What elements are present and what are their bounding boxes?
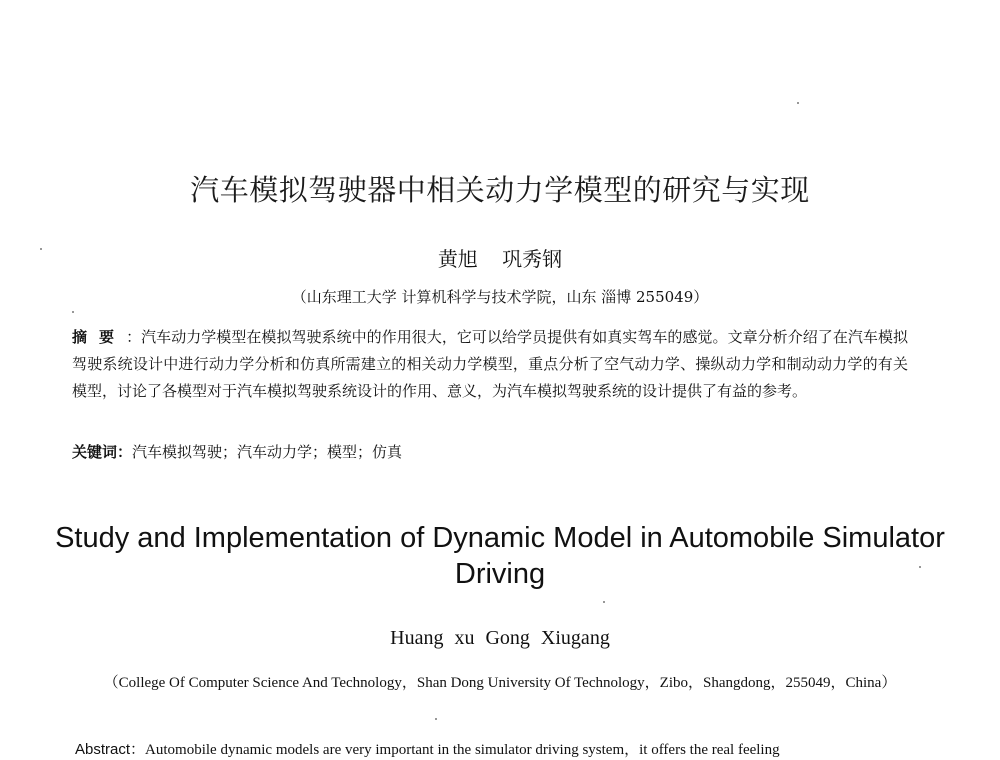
chinese-abstract-label: 摘要	[72, 328, 127, 346]
scan-speck	[72, 311, 74, 313]
scan-speck	[40, 248, 42, 250]
scan-speck	[919, 566, 921, 568]
chinese-keywords-label: 关键词：	[72, 443, 133, 461]
chinese-affiliation: （山东理工大学 计算机科学与技术学院，山东 淄博 255049）	[291, 288, 709, 306]
scan-speck	[435, 718, 437, 720]
english-title: Study and Implementation of Dynamic Model in Automobile Simulator Driving	[55, 522, 945, 590]
english-authors: Huang xu Gong Xiugang	[390, 627, 610, 649]
chinese-authors: 黄旭 巩秀钢	[437, 247, 563, 271]
chinese-abstract	[72, 324, 908, 405]
chinese-keywords	[72, 441, 908, 463]
english-abstract-text: ：Automobile dynamic models are very important in the simulator driving system，it offers the real feeling	[130, 742, 780, 758]
chinese-abstract-text: ：汽车动力学模型在模拟驾驶系统中的作用很大，它可以给学员提供有如真实驾车的感觉。文章分析介绍了在汽车模拟驾驶系统设计中进行动力学分析和仿真所需建立的相关动力学模型，重点分析了空气动力学、操纵动力学和制动动力学的有关模型，讨论了各模型对于汽车模拟驾驶系统设计的作用、意义，为汽车模拟驾驶系统的设计提供了有益的参考。	[72, 328, 908, 400]
chinese-title: 汽车模拟驾驶器中相关动力学模型的研究与实现	[190, 173, 810, 207]
chinese-keywords-text: 汽车模拟驾驶；汽车动力学；模型；仿真	[132, 443, 403, 461]
english-affiliation: （College Of Computer Science And Technology，Shan Dong University Of Technology，Zibo，Shangdong，255049，China）	[103, 675, 897, 691]
english-abstract-label: Abstract	[75, 741, 131, 758]
scan-speck	[603, 601, 605, 603]
scan-speck	[797, 102, 799, 104]
english-abstract	[75, 738, 935, 759]
